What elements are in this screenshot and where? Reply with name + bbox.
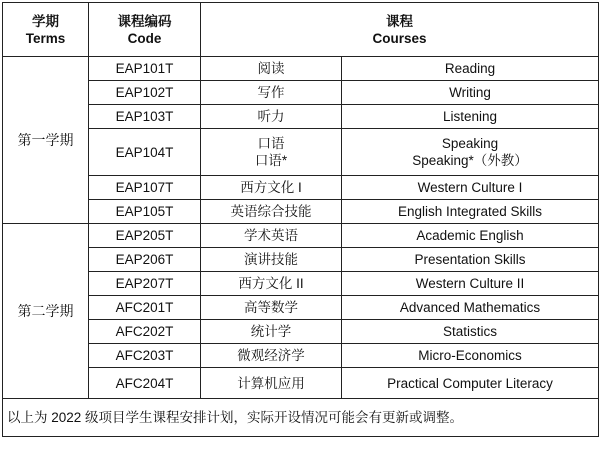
header-terms-en: Terms — [25, 30, 66, 46]
header-terms — [3, 3, 89, 57]
course-name-en-cell — [342, 81, 599, 105]
course-name-zh: 学术英语 — [244, 228, 298, 243]
course-name-zh-cell — [201, 368, 342, 399]
course-name-zh: 西方文化 I — [240, 180, 302, 195]
course-name-en: Speaking — [441, 136, 499, 151]
course-name-zh-cell — [201, 272, 342, 296]
table-row — [3, 248, 599, 272]
course-name-en: Advanced Mathematics — [399, 300, 541, 315]
table-row — [3, 105, 599, 129]
course-name-en-cell — [342, 320, 599, 344]
course-name-zh-cell — [201, 224, 342, 248]
course-name-zh-cell — [201, 320, 342, 344]
course-name-zh-cell — [201, 296, 342, 320]
course-name-en-cell — [342, 129, 599, 176]
course-name-en-cell — [342, 200, 599, 224]
header-courses-zh: 课程 — [386, 13, 413, 29]
course-name-en-cell — [342, 176, 599, 200]
course-name-zh-cell — [201, 176, 342, 200]
course-name-zh: 统计学 — [250, 324, 292, 339]
course-name-en: Reading — [444, 61, 496, 76]
course-name-zh: 阅读 — [257, 61, 285, 76]
table-row — [3, 200, 599, 224]
course-code-cell: EAP104T — [89, 129, 201, 176]
course-name-en: Statistics — [442, 324, 497, 339]
header-row — [3, 3, 599, 57]
course-code-cell: EAP206T — [89, 248, 201, 272]
course-code-cell: EAP102T — [89, 81, 201, 105]
table-row — [3, 176, 599, 200]
course-name-en: Academic English — [416, 228, 524, 243]
course-name-zh: 听力 — [257, 109, 285, 124]
note-row — [3, 399, 599, 437]
term-cell: 第一学期 — [3, 57, 89, 224]
course-name-zh-cell — [201, 105, 342, 129]
course-name-zh: 口语 — [257, 136, 285, 151]
table-row — [3, 129, 599, 176]
table-row — [3, 272, 599, 296]
course-name-zh: 微观经济学 — [237, 348, 305, 363]
course-code-cell: EAP105T — [89, 200, 201, 224]
table-row — [3, 368, 599, 399]
course-code-cell: AFC202T — [89, 320, 201, 344]
course-schedule-table — [2, 2, 599, 437]
course-name-zh: 写作 — [257, 85, 285, 100]
header-code-zh: 课程编码 — [117, 13, 172, 29]
header-code — [89, 3, 201, 57]
table-row — [3, 344, 599, 368]
course-name-en: Western Culture I — [417, 180, 523, 195]
table-row — [3, 296, 599, 320]
course-name-en-cell — [342, 296, 599, 320]
schedule-note: 以上为 2022 级项目学生课程安排计划，实际开设情况可能会有更新或调整。 — [3, 399, 599, 437]
course-name-zh-cell — [201, 248, 342, 272]
course-name-zh: 计算机应用 — [237, 375, 305, 391]
course-name-zh: 口语* — [254, 153, 288, 168]
course-name-zh: 西方文化 II — [238, 276, 304, 291]
course-code-cell: EAP107T — [89, 176, 201, 200]
course-name-zh-cell — [201, 129, 342, 176]
header-courses — [201, 3, 599, 57]
course-code-cell: EAP101T — [89, 57, 201, 81]
course-name-en: Presentation Skills — [414, 252, 526, 267]
table-row — [3, 224, 599, 248]
course-name-en: Writing — [449, 85, 491, 100]
table-row — [3, 320, 599, 344]
course-name-zh-cell — [201, 57, 342, 81]
course-name-en: Speaking*（外教） — [412, 153, 528, 168]
course-name-zh: 演讲技能 — [244, 252, 298, 267]
course-name-en: Listening — [442, 109, 498, 124]
course-code-cell: AFC204T — [89, 368, 201, 399]
course-code-cell: AFC201T — [89, 296, 201, 320]
course-code-cell: EAP207T — [89, 272, 201, 296]
course-code-cell: EAP205T — [89, 224, 201, 248]
course-name-zh: 高等数学 — [244, 300, 298, 315]
table-body — [3, 57, 599, 399]
term-cell: 第二学期 — [3, 224, 89, 399]
course-name-zh-cell — [201, 200, 342, 224]
course-name-en-cell — [342, 368, 599, 399]
header-terms-zh: 学期 — [32, 13, 59, 29]
course-name-en: Western Culture II — [415, 276, 525, 291]
course-name-en: Micro-Economics — [418, 348, 522, 363]
table-row — [3, 81, 599, 105]
course-name-zh-cell — [201, 81, 342, 105]
course-name-en: English Integrated Skills — [397, 204, 543, 219]
course-name-en: Practical Computer Literacy — [387, 375, 553, 391]
course-code-cell: AFC203T — [89, 344, 201, 368]
course-name-en-cell — [342, 105, 599, 129]
header-courses-en: Courses — [372, 30, 427, 46]
course-name-en-cell — [342, 344, 599, 368]
table-row — [3, 57, 599, 81]
course-name-en-cell — [342, 248, 599, 272]
course-name-zh-cell — [201, 344, 342, 368]
course-name-en-cell — [342, 57, 599, 81]
course-name-zh: 英语综合技能 — [230, 204, 312, 219]
course-name-en-cell — [342, 224, 599, 248]
header-code-en: Code — [127, 30, 162, 46]
course-name-en-cell — [342, 272, 599, 296]
course-code-cell: EAP103T — [89, 105, 201, 129]
